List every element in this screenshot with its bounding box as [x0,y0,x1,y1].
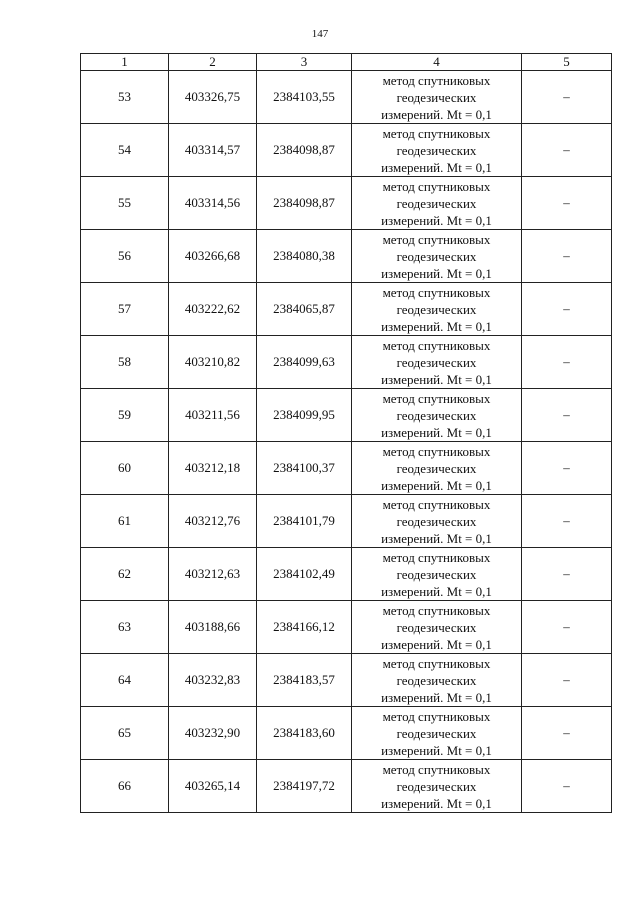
method-text-line: геодезических [396,566,477,582]
point-number-cell: 53 [81,71,169,124]
x-coordinate-cell: 403212,63 [169,548,257,601]
y-coordinate-cell: 2384098,87 [257,177,352,230]
method-text-line: измерений. Mt = 0,1 [381,265,492,281]
method-text-line: метод спутниковых [382,761,491,777]
method-text-line: геодезических [396,142,477,158]
note-cell: – [522,124,612,177]
method-text-line: геодезических [396,301,477,317]
y-coordinate-cell: 2384102,49 [257,548,352,601]
method-text-line: геодезических [396,460,477,476]
method-cell [352,124,522,177]
table-row [81,124,612,177]
method-text-line: геодезических [396,672,477,688]
x-coordinate-cell: 403212,76 [169,495,257,548]
column-header: 3 [257,54,352,71]
note-cell: – [522,442,612,495]
point-number-cell: 55 [81,177,169,230]
method-text-line: измерений. Mt = 0,1 [381,159,492,175]
method-text-line: геодезических [396,619,477,635]
method-text-line: измерений. Mt = 0,1 [381,106,492,122]
point-number-cell: 65 [81,707,169,760]
method-text-line: метод спутниковых [382,284,491,300]
method-text-line: измерений. Mt = 0,1 [381,689,492,705]
point-number-cell: 62 [81,548,169,601]
method-text-line: геодезических [396,778,477,794]
y-coordinate-cell: 2384098,87 [257,124,352,177]
x-coordinate-cell: 403314,56 [169,177,257,230]
note-cell: – [522,283,612,336]
y-coordinate-cell: 2384166,12 [257,601,352,654]
table-row [81,707,612,760]
y-coordinate-cell: 2384080,38 [257,230,352,283]
point-number-cell: 63 [81,601,169,654]
note-cell: – [522,495,612,548]
point-number-cell: 64 [81,654,169,707]
method-cell [352,442,522,495]
note-cell: – [522,336,612,389]
coordinates-table [80,53,612,813]
point-number-cell: 66 [81,760,169,813]
column-header: 4 [352,54,522,71]
note-cell: – [522,654,612,707]
method-cell [352,548,522,601]
method-cell [352,71,522,124]
header-row [81,54,612,71]
point-number-cell: 56 [81,230,169,283]
x-coordinate-cell: 403212,18 [169,442,257,495]
method-text-line: измерений. Mt = 0,1 [381,424,492,440]
column-header: 2 [169,54,257,71]
x-coordinate-cell: 403210,82 [169,336,257,389]
method-text-line: геодезических [396,195,477,211]
method-cell [352,283,522,336]
method-text-line: метод спутниковых [382,337,491,353]
note-cell: – [522,177,612,230]
x-coordinate-cell: 403211,56 [169,389,257,442]
y-coordinate-cell: 2384099,63 [257,336,352,389]
table-row [81,71,612,124]
y-coordinate-cell: 2384101,79 [257,495,352,548]
table-row [81,336,612,389]
method-text-line: измерений. Mt = 0,1 [381,530,492,546]
method-text-line: метод спутниковых [382,549,491,565]
y-coordinate-cell: 2384100,37 [257,442,352,495]
point-number-cell: 59 [81,389,169,442]
column-header: 5 [522,54,612,71]
table-row [81,654,612,707]
table-row [81,389,612,442]
method-text-line: геодезических [396,89,477,105]
note-cell: – [522,230,612,283]
point-number-cell: 60 [81,442,169,495]
method-text-line: измерений. Mt = 0,1 [381,636,492,652]
method-text-line: метод спутниковых [382,72,491,88]
method-text-line: измерений. Mt = 0,1 [381,583,492,599]
method-text-line: геодезических [396,354,477,370]
x-coordinate-cell: 403188,66 [169,601,257,654]
method-text-line: геодезических [396,248,477,264]
method-cell [352,230,522,283]
note-cell: – [522,601,612,654]
note-cell: – [522,71,612,124]
method-text-line: метод спутниковых [382,602,491,618]
method-text-line: геодезических [396,513,477,529]
method-text-line: измерений. Mt = 0,1 [381,318,492,334]
x-coordinate-cell: 403314,57 [169,124,257,177]
method-text-line: метод спутниковых [382,125,491,141]
method-text-line: метод спутниковых [382,390,491,406]
point-number-cell: 57 [81,283,169,336]
method-text-line: метод спутниковых [382,443,491,459]
method-cell [352,336,522,389]
x-coordinate-cell: 403232,90 [169,707,257,760]
x-coordinate-cell: 403222,62 [169,283,257,336]
method-text-line: измерений. Mt = 0,1 [381,795,492,811]
method-cell [352,654,522,707]
note-cell: – [522,548,612,601]
method-text-line: метод спутниковых [382,708,491,724]
table-row [81,177,612,230]
note-cell: – [522,707,612,760]
table-row [81,495,612,548]
table-row [81,601,612,654]
table-row [81,442,612,495]
table-row [81,548,612,601]
method-text-line: геодезических [396,407,477,423]
y-coordinate-cell: 2384197,72 [257,760,352,813]
x-coordinate-cell: 403266,68 [169,230,257,283]
x-coordinate-cell: 403326,75 [169,71,257,124]
y-coordinate-cell: 2384183,60 [257,707,352,760]
page-number: 147 [311,28,329,40]
method-cell [352,389,522,442]
method-text-line: геодезических [396,725,477,741]
y-coordinate-cell: 2384183,57 [257,654,352,707]
method-cell [352,760,522,813]
table-row [81,760,612,813]
method-text-line: метод спутниковых [382,655,491,671]
note-cell: – [522,760,612,813]
point-number-cell: 58 [81,336,169,389]
method-text-line: метод спутниковых [382,496,491,512]
method-text-line: метод спутниковых [382,231,491,247]
y-coordinate-cell: 2384099,95 [257,389,352,442]
method-text-line: метод спутниковых [382,178,491,194]
point-number-cell: 54 [81,124,169,177]
x-coordinate-cell: 403265,14 [169,760,257,813]
method-text-line: измерений. Mt = 0,1 [381,371,492,387]
note-cell: – [522,389,612,442]
point-number-cell: 61 [81,495,169,548]
method-cell [352,495,522,548]
method-text-line: измерений. Mt = 0,1 [381,742,492,758]
method-text-line: измерений. Mt = 0,1 [381,212,492,228]
column-header: 1 [81,54,169,71]
table-row [81,283,612,336]
method-text-line: измерений. Mt = 0,1 [381,477,492,493]
method-cell [352,601,522,654]
y-coordinate-cell: 2384065,87 [257,283,352,336]
table-row [81,230,612,283]
method-cell [352,707,522,760]
method-cell [352,177,522,230]
y-coordinate-cell: 2384103,55 [257,71,352,124]
x-coordinate-cell: 403232,83 [169,654,257,707]
